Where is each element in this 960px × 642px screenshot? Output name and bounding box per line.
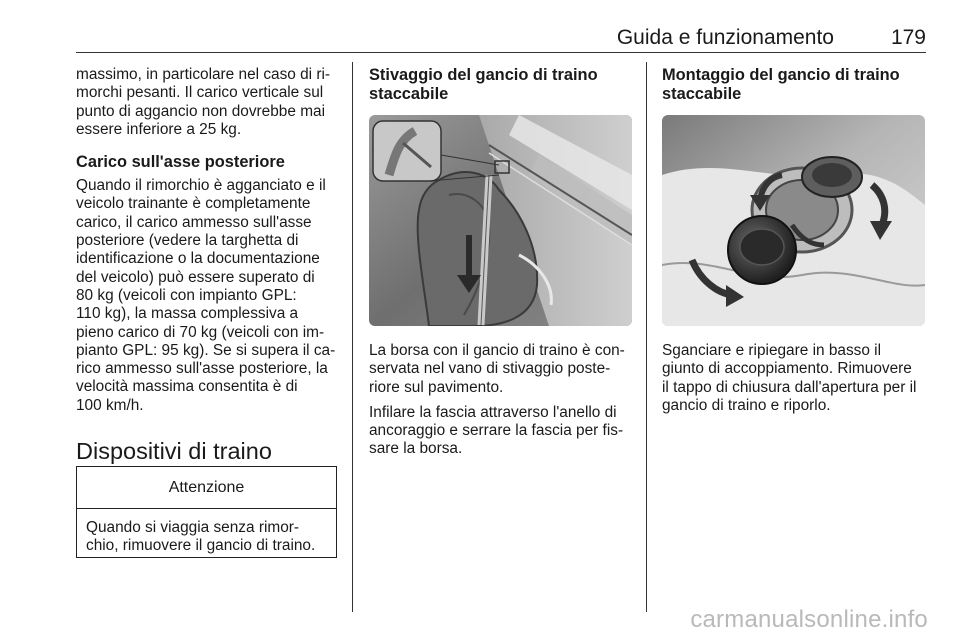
rear-axle-line: del veicolo) può essere superato di: [76, 268, 315, 286]
towbar-bag-drawing: [369, 115, 632, 326]
rear-axle-line: identificazione o la documentazione: [76, 250, 320, 268]
left-column: [76, 66, 344, 465]
mounting-heading-line: Montaggio del gancio di traino: [662, 66, 900, 84]
mounting-heading-line: staccabile: [662, 85, 742, 103]
stowage-caption-line: ancoraggio e serrare la fascia per fis-: [369, 422, 624, 440]
header-title: Guida e funzionamento: [616, 26, 834, 49]
page-header: [76, 26, 926, 50]
intro-line: essere inferiore a 25 kg.: [76, 120, 242, 138]
mounting-caption-line: il tappo di chiusura dall'apertura per il: [662, 378, 917, 396]
intro-line: massimo, in particolare nel caso di ri-: [76, 66, 331, 83]
rear-axle-line: pieno carico di 70 kg (veicoli con im-: [76, 323, 325, 341]
intro-line: punto di aggancio non dovrebbe mai: [76, 102, 326, 120]
warning-body: [77, 509, 336, 556]
stowage-caption-line: riore sul pavimento.: [369, 378, 504, 396]
watermark: carmanualsonline.info: [690, 606, 928, 633]
column-divider-right: [646, 62, 647, 612]
rear-axle-heading: Carico sull'asse posteriore: [76, 153, 285, 172]
section-heading: Dispositivi di traino: [76, 438, 272, 465]
page-number: 179: [890, 26, 926, 49]
mounting-caption-line: gancio di traino e riporlo.: [662, 396, 831, 414]
column-divider-left: [352, 62, 353, 612]
mounting-caption-line: giunto di accoppiamento. Rimuovere: [662, 360, 912, 378]
intro-line: morchi pesanti. Il carico verticale sul: [76, 84, 324, 102]
rear-axle-line: 100 km/h.: [76, 396, 144, 414]
rear-axle-line: posteriore (vedere la targhetta di: [76, 232, 299, 250]
rear-axle-line: 110 kg), la massa complessiva a: [76, 305, 299, 323]
rear-axle-line: carico, il carico ammesso sull'asse: [76, 213, 312, 231]
middle-caption: [369, 342, 635, 459]
mounting-caption-line: Sganciare e ripiegare in basso il: [662, 342, 882, 359]
rear-axle-line: 80 kg (veicoli con impianto GPL:: [76, 286, 297, 304]
rear-axle-line: velocità massima consentita è di: [76, 378, 298, 396]
stowage-caption-line: servata nel vano di stivaggio poste-: [369, 360, 611, 378]
coupling-drawing: [662, 115, 925, 326]
header-rule: [76, 52, 926, 53]
stowage-caption-line: sare la borsa.: [369, 440, 463, 458]
coupling-illustration: [662, 115, 925, 326]
towbar-bag-illustration: [369, 115, 632, 326]
stowage-caption-line: Infilare la fascia attraverso l'anello di: [369, 403, 617, 421]
right-column: [662, 66, 926, 104]
stowage-caption-line: La borsa con il gancio di traino è con-: [369, 342, 625, 359]
right-caption: [662, 342, 926, 415]
rear-axle-line: rico ammesso sull'asse posteriore, la: [76, 360, 328, 378]
rear-axle-line: Quando il rimorchio è agganciato e il: [76, 177, 326, 195]
warning-line: Quando si viaggia senza rimor-: [86, 519, 300, 536]
middle-column: [369, 66, 635, 104]
warning-line: chio, rimuovere il gancio di traino.: [86, 537, 316, 555]
stowage-heading-line: staccabile: [369, 85, 449, 103]
stowage-heading-line: Stivaggio del gancio di traino: [369, 66, 598, 84]
warning-box: [76, 466, 337, 558]
warning-title: Attenzione: [77, 467, 336, 509]
rear-axle-line: pianto GPL: 95 kg). Se si supera il ca-: [76, 341, 336, 359]
rear-axle-line: veicolo trainante è completamente: [76, 195, 311, 213]
